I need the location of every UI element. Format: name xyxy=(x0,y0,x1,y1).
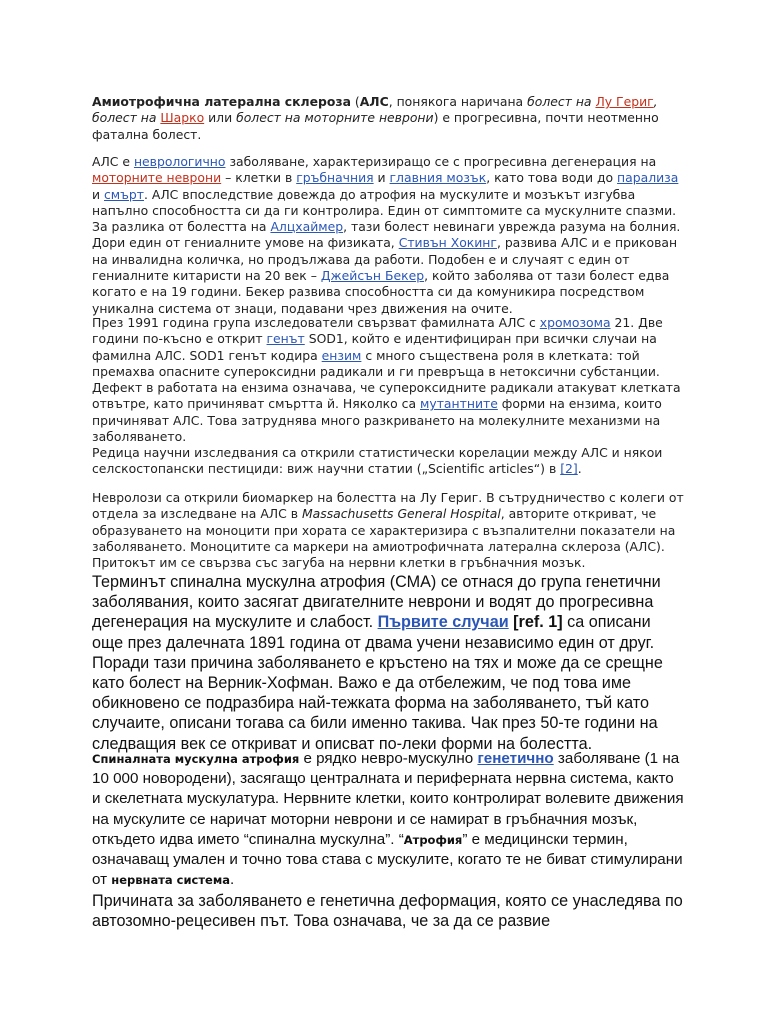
link-reference-2[interactable]: [2] xyxy=(560,461,578,477)
link-neurological[interactable]: неврологично xyxy=(133,154,226,169)
paragraph-sma-intro: Терминът спинална мускулна атрофия (СМА) се отнася до група генетични заболявания, които засягат двигателните неврони и водят до прогресивна дегенерация на мускулите и слабост. Първите случаи [ref. 1] са описани още през далечната 1891 година от двама учени независимо един от друг. Поради тази причина заболяването е кръстено на тях и може да се срещне като болест на Верник-Хофман. Важо е да отбележим, че под това име обикновено се подразбира най-тежката форма на заболяването, тъй като случаите, описани тогава са били именно такива. Чак през 50-те години на следващия век се откриват и описват по-леки форми на болестта. xyxy=(92,573,663,753)
paragraph-pesticides: Редица научни изследвания са открили статистически корелации между АЛС и някои селскостопански пестициди: виж научни статии („Scientific articles“) в [2]. xyxy=(92,445,663,477)
link-genetic[interactable]: генетично xyxy=(477,750,554,767)
paragraph-biomarker: Невролози са открили биомаркер на болестта на Лу Гериг. В сътрудничество с колеги от отдела за изследване на АЛС в Massachusetts General Hospital, авторите откриват, че образуването на моноцити при хората се характеризира с възпалителни показатели на заболяването. Моноцитите са маркери на амиотрофичната латерална склероза (АЛС). Притокът им се свързва със загуба на нервни клетки в гръбначния мозък. xyxy=(92,490,684,571)
reference-1: [ref. 1] xyxy=(508,613,563,632)
paragraph-sma-description: Спиналната мускулна атрофия е рядко невро-мускулно генетично заболяване (1 на 10 000 новородени), засягащо централната и периферната нервна система, както и скелетната мускулатура. Нервните клетки, които контролират волевите движения на мускулите се наричат моторни неврони и се намират в гръбначния мозък, откъдето идва името “спинална мускулна”. “Атрофия” е медицински термин, означаващ умален и точно това става с мускулите, когато те не биват стимулирани от нервната система. xyxy=(92,750,684,889)
als-title: Амиотрофична латерална склероза xyxy=(92,94,351,109)
paragraph-als-intro: Амиотрофична латерална склероза (АЛС, понякога наричана болест на Лу Гериг, болест на Шарко или болест на моторните неврони) е прогресивна, почти неотменно фатална болест. xyxy=(92,94,659,142)
link-spinal[interactable]: гръбначния xyxy=(296,170,374,186)
link-enzyme[interactable]: ензим xyxy=(321,347,362,363)
link-lou-gehrig[interactable]: Лу Гериг xyxy=(595,94,654,109)
link-charcot[interactable]: Шарко xyxy=(160,110,205,126)
link-motor-neurons[interactable]: моторните неврони xyxy=(92,170,222,186)
link-chromosome[interactable]: хромозома xyxy=(539,315,611,330)
link-first-cases[interactable]: Първите случаи xyxy=(377,613,509,632)
link-paralysis[interactable]: парализа xyxy=(617,170,679,186)
link-alzheimer[interactable]: Алцхаймер xyxy=(270,219,344,235)
link-mutant[interactable]: мутантните xyxy=(420,396,498,412)
link-jason-becker[interactable]: Джейсън Бекер xyxy=(320,268,425,284)
link-stephen-hawking[interactable]: Стивън Хокинг xyxy=(398,235,497,251)
paragraph-genetics: През 1991 година група изследователи свързват фамилната АЛС с хромозома 21. Две години по-късно е открит генът SOD1, който е идентифициран при всички случаи на фамилна АЛС. SOD1 генът кодира ензим с много съществена роля в клетката: той премахва опасните супероксидни радикали и ги превръща в нетоксични субстанции. Дефект в работата на ензима означава, че супероксидните радикали атакуват клетката отвътре, като причиняват смъртта й. Няколко са мутантните форми на ензима, които причиняват АЛС. Това затруднява много разкриването на молекулните механизми на заболяването. xyxy=(92,315,681,445)
paragraph-als-description: АЛС е неврологично заболяване, характеризиращо се с прогресивна дегенерация на моторните неврони – клетки в гръбначния и главния мозък, като това води до парализа и смърт. АЛС впоследствие довежда до атрофия на мускулите и мозъкът изгубва напълно способността си да ги контролира. Един от симптомите са мускулните спазми. За разлика от болестта на Алцхаймер, тази болест невинаги уврежда разума на болния. Дори един от гениалните умове на физиката, Стивън Хокинг, развива АЛС и е прикован на инвалидна количка, но продължава да работи. Подобен е и случаят с един от гениалните китаристи на 20 век – Джейсън Бекер, който заболява от тази болест едва когато е на 19 години. Бекер развива способността си да комуникира посредством уникална система от знаци, подавани чрез движения на очите. xyxy=(92,154,681,316)
link-death[interactable]: смърт xyxy=(104,186,144,202)
link-gene[interactable]: генът xyxy=(266,331,305,347)
paragraph-sma-cause: Причината за заболяването е генетична деформация, която се унаследява по автозомно-рецесивен път. Това означава, че за да се развие xyxy=(92,892,683,931)
link-brain[interactable]: главния мозък xyxy=(389,170,487,186)
